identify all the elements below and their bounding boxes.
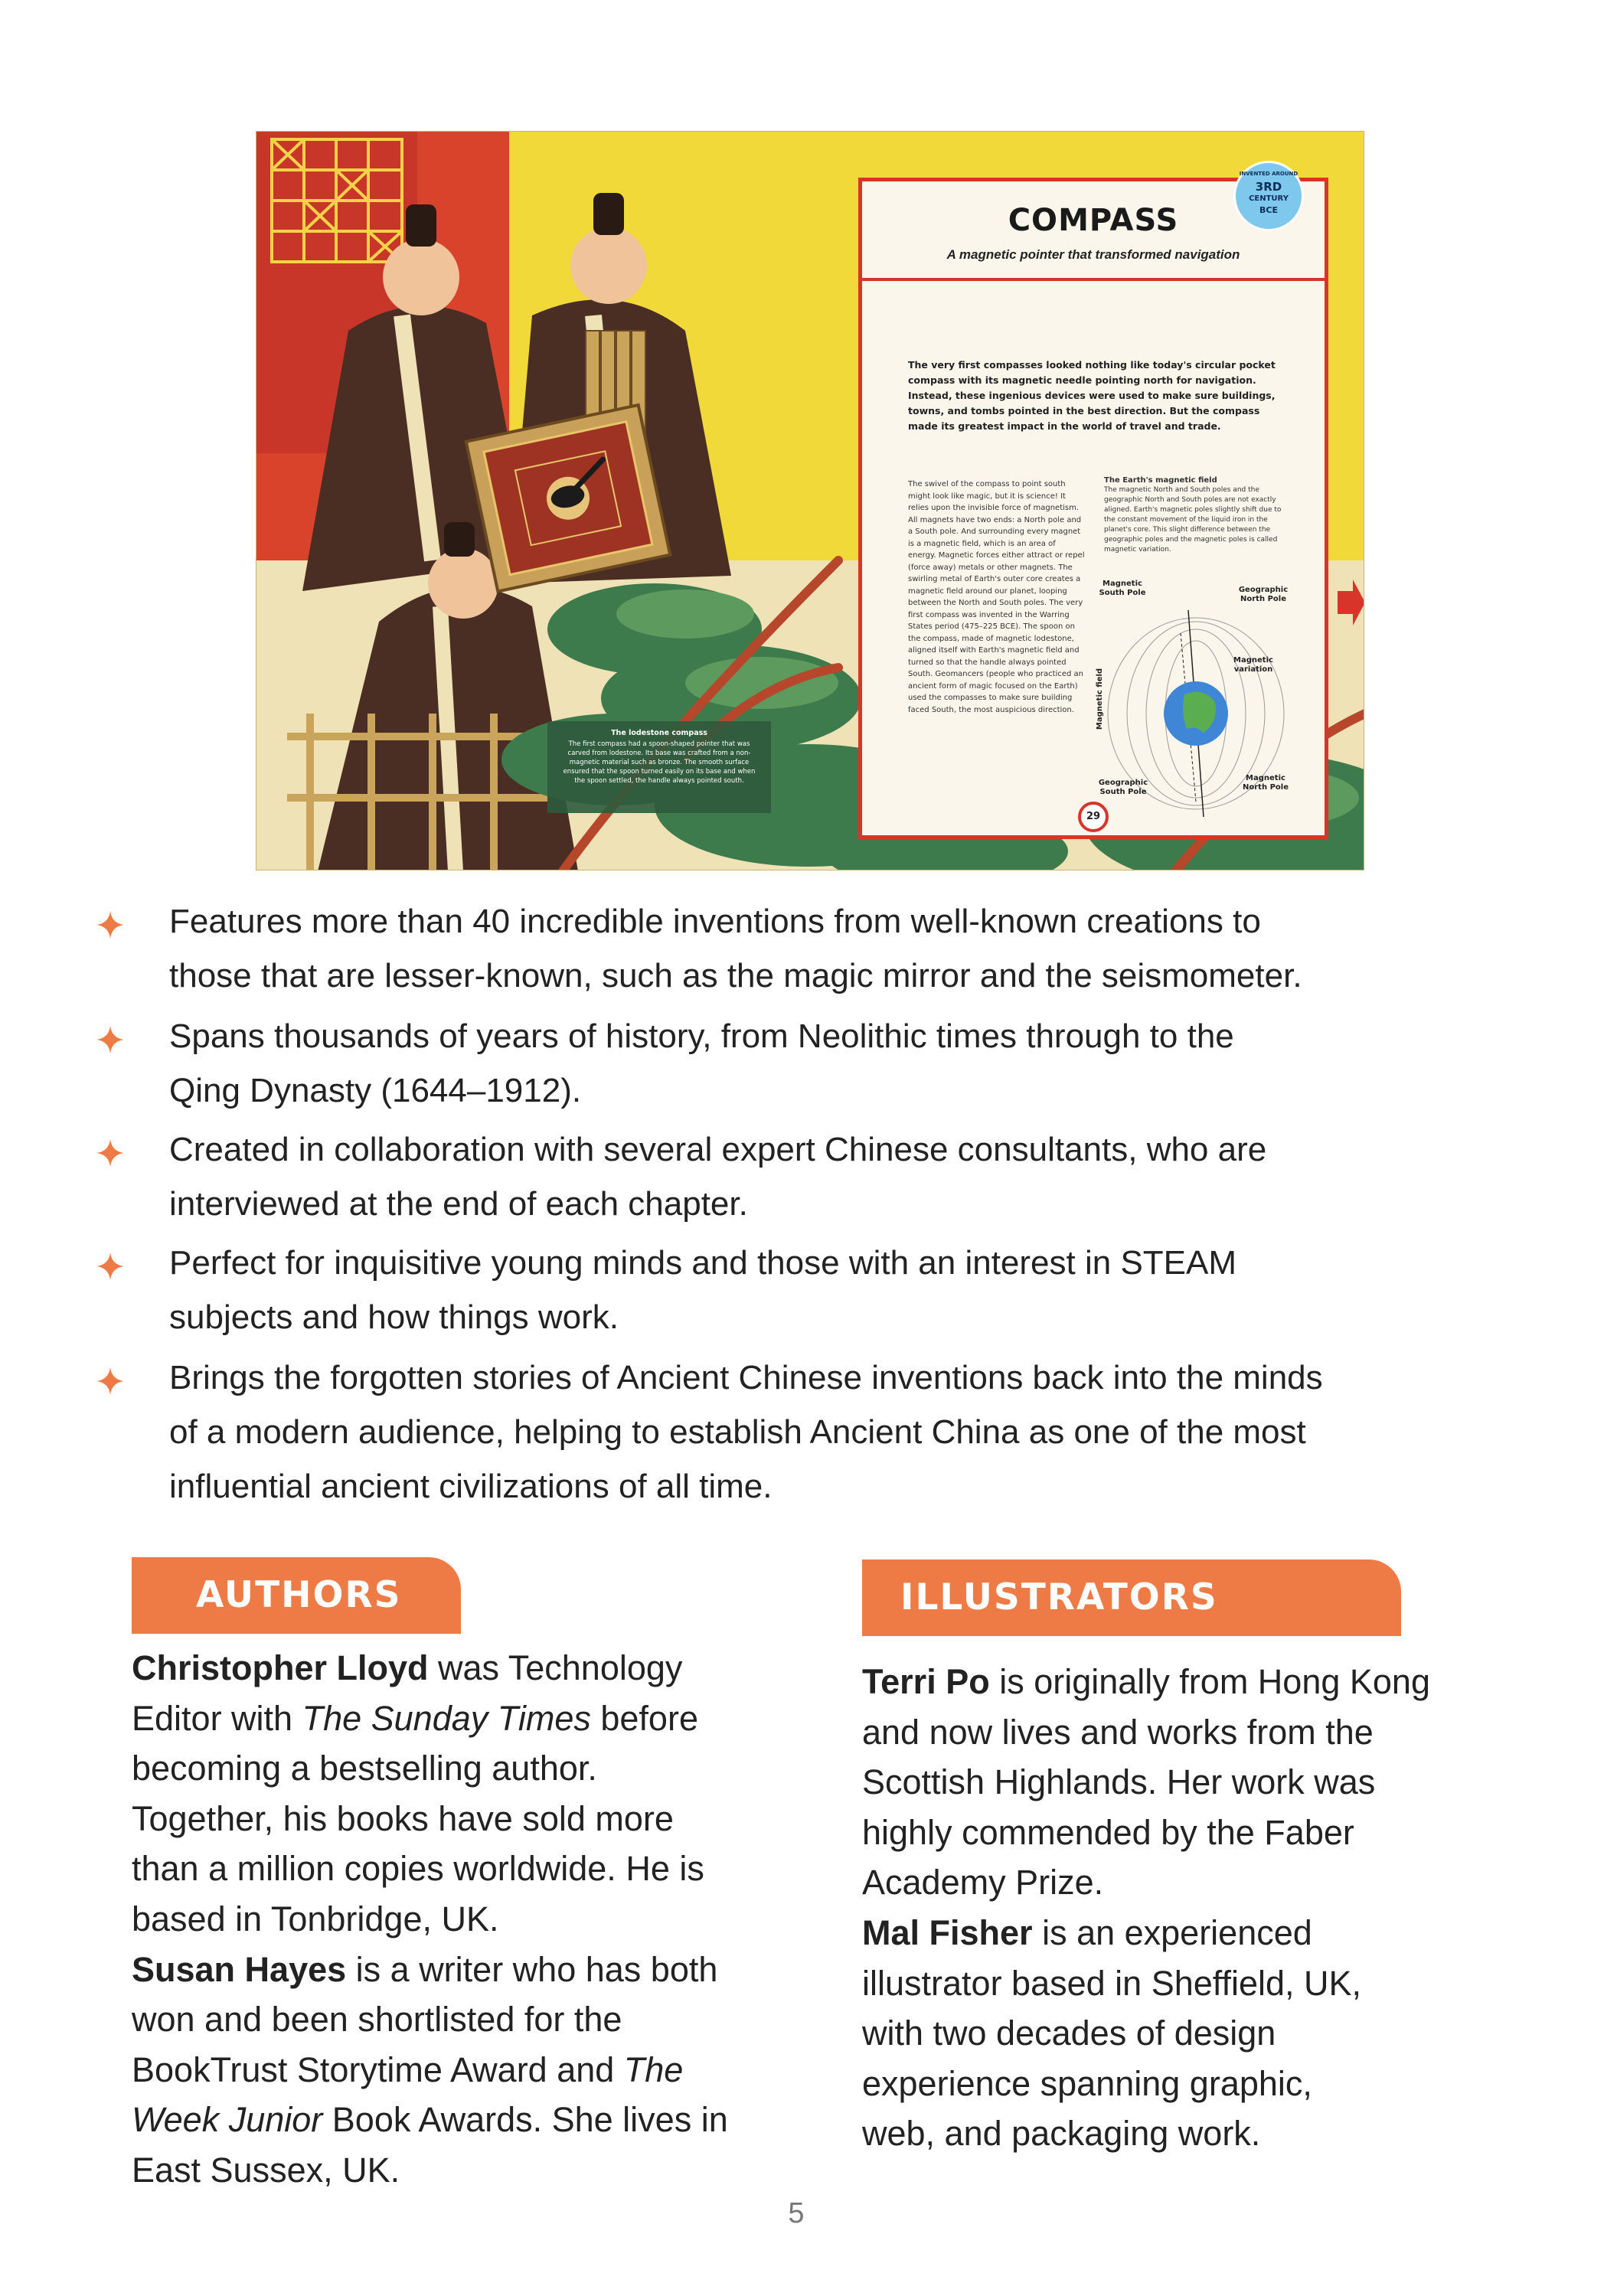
spread-illustration — [256, 131, 1364, 870]
label-magnetic-north-pole: Magnetic North Pole — [1243, 774, 1289, 792]
bio-text: is an experienced — [1032, 1912, 1312, 1952]
award-title: Week Junior — [132, 2100, 323, 2140]
caption-title: The lodestone compass — [611, 729, 707, 737]
bio-line — [132, 2045, 805, 2095]
bio-line: highly commended by the Faber — [862, 1812, 1354, 1852]
feature-line: Spans thousands of years of history, from Neolithic times through to the — [169, 1017, 1234, 1055]
panel-body-text: The swivel of the compass to point south might look like magic, but it is science! It relies upon the invisible force of magnetism. All magnets have two ends: a North pole and a South pole. And surrounding every magnet is a magnetic field, which is an area of energy. Magnetic forces either attract or repel (force away) metals or other magnets. The swirling metal of Earth's outer core creates a magnetic field around our planet, looping between the North and South poles. The very first compass was invented in the Warring States period (475–225 BCE). The spoon on the compass, made of magnetic lodestone, aligned itself with Earth's magnetic field and turned so that the handle always pointed South. Geomancers (people who practiced an ancient form of magic focused on the Earth) used the compasses to make sure building faced South, the most auspicious direction. — [908, 480, 1085, 714]
compass-info-panel — [858, 178, 1328, 839]
bio-line: based in Tonbridge, UK. — [132, 1899, 499, 1938]
bio-line — [132, 1945, 805, 1995]
bio-line: web, and packaging work. — [862, 2114, 1261, 2154]
authors-heading: AUTHORS — [132, 1557, 461, 1634]
invention-date-badge — [1233, 161, 1304, 231]
badge-era: BCE — [1259, 205, 1278, 215]
bio-text: is a writer who has both — [346, 1949, 718, 1989]
bio-line: than a million copies worldwide. He is — [132, 1849, 704, 1889]
bio-line — [862, 1657, 1536, 1707]
bio-line: Academy Prize. — [862, 1863, 1104, 1902]
star-bullet-icon — [95, 1366, 126, 1396]
feature-line: Created in collaboration with several expert Chinese consultants, who are — [169, 1131, 1267, 1168]
earth-magnetic-field-diagram — [1089, 580, 1295, 817]
label-magnetic-variation: Magnetic variation — [1233, 656, 1273, 674]
bio-line — [132, 1693, 805, 1744]
feature-line: Brings the forgotten stories of Ancient Chinese inventions back into the minds — [169, 1359, 1323, 1396]
star-bullet-icon — [95, 910, 126, 940]
illustrators-heading: ILLUSTRATORS — [862, 1560, 1401, 1636]
badge-top-text: INVENTED AROUND — [1239, 171, 1298, 177]
label-geographic-north-pole: Geographic North Pole — [1238, 586, 1289, 603]
label-magnetic-field: Magnetic field — [1096, 668, 1104, 730]
panel-intro-text: The very first compasses looked nothing like today's circular pocket compass with its magnetic needle pointing north for navigation. Instead, these ingenious devices were used to make sure buildings, towns, and tombs pointed in the best direction. But the compass made its greatest impact in the world of travel and trade. — [908, 359, 1276, 432]
feature-line: those that are lesser-known, such as the magic mirror and the seismometer. — [169, 957, 1302, 994]
author-name: Susan Hayes — [132, 1949, 347, 1989]
feature-line: Features more than 40 incredible inventions from well-known creations to — [169, 903, 1261, 940]
spread-page-number: 29 — [1078, 802, 1109, 832]
caption-text: The first compass had a spoon-shaped pointer that was carved from lodestone. Its base was crafted from a non-magnetic material such as bronze. The smooth surface ensured that the spoon turned easily on its base and when the spoon settled, the handle always pointed south. — [563, 740, 756, 785]
bio-line: Scottish Highlands. Her work was — [862, 1762, 1376, 1802]
publication-title: The Sunday Times — [302, 1698, 591, 1738]
bio-line: becoming a bestselling author. — [132, 1749, 597, 1788]
star-bullet-icon — [95, 1251, 126, 1282]
page-number: 5 — [788, 2197, 805, 2229]
bio-line: East Sussex, UK. — [132, 2150, 400, 2190]
award-title: The — [623, 2049, 684, 2089]
feature-line: Qing Dynasty (1644–1912). — [169, 1072, 582, 1109]
bio-text: was Technology — [428, 1648, 683, 1687]
feature-line: of a modern audience, helping to establish Ancient China as one of the most — [169, 1413, 1306, 1451]
author-name: Christopher Lloyd — [132, 1648, 429, 1687]
bio-line — [132, 1643, 805, 1693]
bio-line — [132, 2095, 805, 2145]
star-bullet-icon — [95, 1138, 126, 1168]
illustrator-name: Mal Fisher — [862, 1912, 1033, 1952]
side-text: The magnetic North and South poles and the geographic North and South poles are not exactly aligned. Earth's magnetic poles slightly shift due to the constant movement of the liquid iron in the planet's core. This slight difference between the geographic poles and the magnetic poles is called magnetic variation. — [1104, 486, 1282, 554]
star-bullet-icon — [95, 1024, 126, 1055]
bio-text: is originally from Hong Kong — [989, 1662, 1430, 1701]
panel-title: COMPASS — [1008, 203, 1179, 238]
label-magnetic-south-pole: Magnetic South Pole — [1099, 580, 1146, 597]
bio-text: BookTrust Storytime Award and — [132, 2049, 624, 2089]
bio-text: Book Awards. She lives in — [322, 2100, 728, 2140]
illustrator-name: Terri Po — [862, 1662, 990, 1701]
bio-line — [862, 1908, 1536, 1958]
bio-line: Together, his books have sold more — [132, 1798, 674, 1838]
feature-line: subjects and how things work. — [169, 1298, 619, 1336]
panel-subtitle: A magnetic pointer that transformed navigation — [946, 247, 1240, 262]
bio-text: Editor with — [132, 1698, 302, 1738]
bio-line: experience spanning graphic, — [862, 2063, 1312, 2103]
feature-line: interviewed at the end of each chapter. — [169, 1185, 748, 1223]
badge-century: CENTURY — [1249, 194, 1289, 203]
bio-text: before — [590, 1698, 698, 1738]
earth-magnetic-field-box — [1104, 475, 1288, 555]
bio-line: with two decades of design — [862, 2013, 1276, 2053]
bio-line: illustrator based in Sheffield, UK, — [862, 1963, 1362, 2003]
bio-line: and now lives and works from the — [862, 1712, 1374, 1752]
feature-line: influential ancient civilizations of all time. — [169, 1468, 773, 1505]
side-title: The Earth's magnetic field — [1104, 476, 1217, 485]
authors-bio — [132, 1643, 805, 2196]
bio-line: won and been shortlisted for the — [132, 2000, 622, 2040]
feature-line: Perfect for inquisitive young minds and those with an interest in STEAM — [169, 1244, 1237, 1282]
label-geographic-south-pole: Geographic South Pole — [1098, 779, 1148, 796]
lodestone-caption — [560, 729, 759, 785]
illustrators-bio — [862, 1657, 1536, 2159]
badge-year: 3RD — [1255, 180, 1282, 194]
